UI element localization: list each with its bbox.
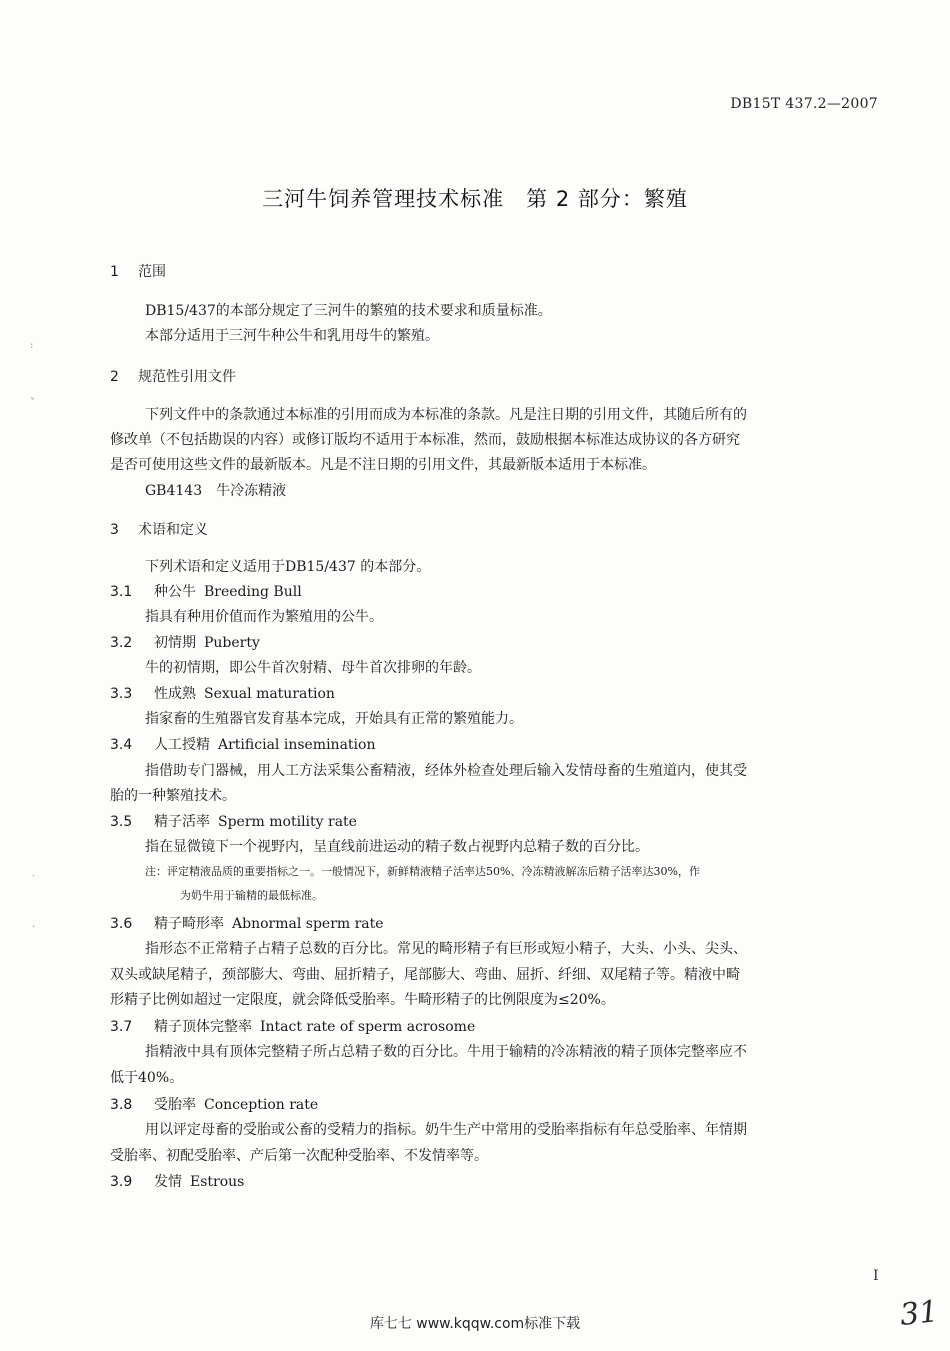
section-3-intro: 下列术语和定义适用于DB15/437 的本部分。 [145,559,431,575]
term-cn: 种公牛 [154,584,196,600]
term-3-3-definition: 指家畜的生殖器官发育基本完成，开始具有正常的繁殖能力。 [145,711,523,727]
footer-watermark: 库七七 www.kqqw.com标准下载 [369,1316,581,1332]
section-title: 术语和定义 [138,522,208,538]
term-cn: 性成熟 [154,686,196,702]
term-3-2-heading [110,633,260,653]
term-3-4-heading [110,735,375,755]
term-cn: 初情期 [154,635,196,651]
term-number: 3.2 [110,635,133,651]
term-number: 3.5 [110,814,133,830]
term-3-3-heading [110,684,335,704]
term-3-6-definition-line-3: 形精子比例如超过一定限度，就会降低受胎率。牛畸形精子的比例限度为≤20%。 [110,992,615,1008]
term-3-5-heading [110,812,357,832]
term-3-4-definition-line-1: 指借助专门器械，用人工方法采集公畜精液，经体外检查处理后输入发情母畜的生殖道内，使其受 [145,763,747,779]
term-3-8-heading [110,1095,318,1115]
section-number: 1 [110,264,119,280]
term-en: Intact rate of sperm acrosome [260,1019,476,1035]
term-3-5-note-line-1: 注：评定精液品质的重要指标之一。一般情况下，新鲜精液精子活率达50%、冷冻精液解冻后精子活率达30%，作 [145,865,700,878]
term-3-2-definition: 牛的初情期，即公牛首次射精、母牛首次排卵的年龄。 [145,660,481,676]
term-number: 3.1 [110,584,133,600]
handwritten-page-number: 31 [898,1294,940,1333]
scan-speck: ˇ [30,398,35,409]
section-number: 2 [110,369,119,385]
section-1-para-2: 本部分适用于三河牛种公牛和乳用母牛的繁殖。 [145,328,439,344]
section-title: 规范性引用文件 [138,369,236,385]
term-cn: 受胎率 [154,1097,196,1113]
term-3-4-definition-line-2: 胎的一种繁殖技术。 [110,788,236,804]
term-en: Abnormal sperm rate [232,916,384,932]
term-cn: 精子顶体完整率 [154,1019,252,1035]
section-1-heading [110,262,166,282]
term-3-6-heading [110,914,384,934]
term-3-6-definition-line-1: 指形态不正常精子占精子总数的百分比。常见的畸形精子有巨形或短小精子，大头、小头、尖头、 [145,941,747,957]
section-2-para-line-2: 修改单（不包括勘误的内容）或修订版均不适用于本标准，然而，鼓励根据本标准达成协议的各方研究 [110,432,740,448]
term-en: Artificial insemination [218,737,376,753]
section-2-para-line-1: 下列文件中的条款通过本标准的引用而成为本标准的条款。凡是注日期的引用文件，其随后所有的 [145,407,747,423]
term-3-5-note-line-2: 为奶牛用于输精的最低标准。 [180,889,323,902]
term-en: Estrous [190,1174,245,1190]
term-number: 3.9 [110,1174,133,1190]
term-3-9-heading [110,1172,244,1192]
section-number: 3 [110,522,119,538]
section-title: 范围 [138,264,166,280]
term-3-6-definition-line-2: 双头或缺尾精子，颈部膨大、弯曲、屈折精子，尾部膨大、弯曲、屈折、纤细、双尾精子等。精液中畸 [110,967,740,983]
term-en: Sexual maturation [204,686,335,702]
page-mark: I [873,1268,879,1284]
term-3-5-definition: 指在显微镜下一个视野内，呈直线前进运动的精子数占视野内总精子数的百分比。 [145,839,649,855]
term-number: 3.6 [110,916,133,932]
term-3-1-heading [110,582,302,602]
term-en: Puberty [204,635,260,651]
term-cn: 精子畸形率 [154,916,224,932]
scan-speck: ˎ [32,866,36,877]
term-cn: 发情 [154,1174,182,1190]
term-number: 3.7 [110,1019,133,1035]
term-number: 3.8 [110,1097,133,1113]
scan-speck: · [32,922,36,933]
section-2-reference: GB4143 牛冷冻精液 [145,483,287,499]
term-3-7-definition-line-2: 低于40%。 [110,1070,184,1086]
term-3-7-definition-line-1: 指精液中具有顶体完整精子所占总精子数的百分比。牛用于输精的冷冻精液的精子顶体完整率应不 [145,1044,747,1060]
term-cn: 精子活率 [154,814,210,830]
term-3-7-heading [110,1017,475,1037]
term-3-1-definition: 指具有种用价值而作为繁殖用的公牛。 [145,609,383,625]
term-3-8-definition-line-1: 用以评定母畜的受胎或公畜的受精力的指标。奶牛生产中常用的受胎率指标有年总受胎率、年情期 [145,1122,747,1138]
page-title: 三河牛饲养管理技术标准 第 2 部分：繁殖 [262,187,688,211]
term-cn: 人工授精 [154,737,210,753]
term-en: Conception rate [204,1097,319,1113]
scan-speck: : [30,340,34,351]
term-3-8-definition-line-2: 受胎率、初配受胎率、产后第一次配种受胎率、不发情率等。 [110,1148,488,1164]
standard-code: DB15T 437.2—2007 [730,96,878,112]
section-1-para-1: DB15/437的本部分规定了三河牛的繁殖的技术要求和质量标准。 [145,303,552,319]
section-3-heading [110,520,208,540]
term-number: 3.3 [110,686,133,702]
term-number: 3.4 [110,737,133,753]
section-2-para-line-3: 是否可使用这些文件的最新版本。凡是不注日期的引用文件，其最新版本适用于本标准。 [110,457,656,473]
section-2-heading [110,367,236,387]
term-en: Sperm motility rate [218,814,357,830]
term-en: Breeding Bull [204,584,302,600]
